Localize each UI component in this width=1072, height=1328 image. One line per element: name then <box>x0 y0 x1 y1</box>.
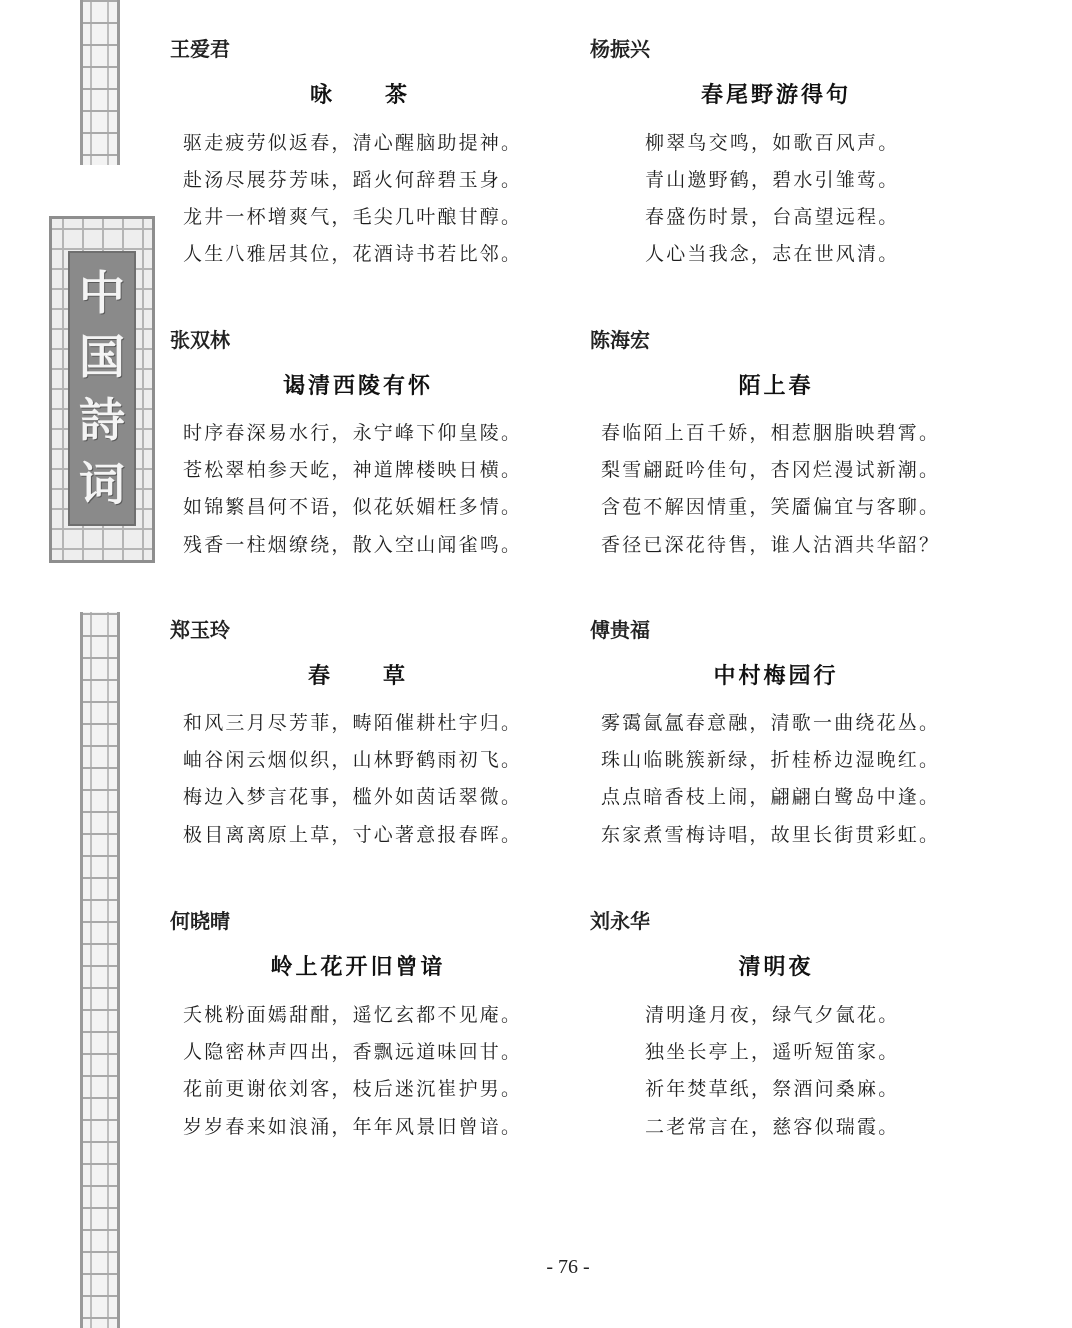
poem-line: 岁岁春来如浪涌，年年风景旧曾谙。 <box>183 1116 523 1138</box>
poem-author: 傅贵福 <box>590 618 650 642</box>
section-title-panel <box>49 216 155 563</box>
poem-line: 极目离离原上草，寸心著意报春晖。 <box>183 824 523 846</box>
poem-line: 珠山临眺簇新绿，折桂桥边湿晚红。 <box>601 749 941 771</box>
poem-title: 岭上花开旧曾谙 <box>270 955 446 980</box>
poem-line: 和风三月尽芳菲，畴陌催耕杜宇归。 <box>183 712 523 734</box>
poem-line: 如锦繁昌何不语，似花妖媚枉多情。 <box>183 496 523 518</box>
decorative-border-bottom <box>80 612 120 1328</box>
poem-line: 岫谷闲云烟似织，山林野鹤雨初飞。 <box>183 749 523 771</box>
poem-title: 清明夜 <box>738 955 814 980</box>
poem-line: 含苞不解因情重，笑靥偏宜与客聊。 <box>601 496 941 518</box>
poem-title: 咏 茶 <box>309 83 410 108</box>
poem-line: 龙井一杯增爽气，毛尖几叶酿甘醇。 <box>183 206 523 228</box>
poem-title: 春尾野游得句 <box>700 83 851 108</box>
poem-line: 人隐密林声四出，香飘远道味回甘。 <box>183 1041 523 1063</box>
poem-line: 柳翠鸟交鸣，如歌百风声。 <box>645 132 900 154</box>
poem-author: 张双林 <box>170 328 230 352</box>
page-number: - 76 - <box>546 1256 590 1278</box>
poem-author: 何晓晴 <box>170 909 230 933</box>
poem-line: 二老常言在，慈容似瑞霞。 <box>645 1116 900 1138</box>
poem-line: 东家煮雪梅诗唱，故里长街贯彩虹。 <box>601 824 941 846</box>
poem-line: 祈年焚草纸，祭酒问桑麻。 <box>645 1078 900 1100</box>
section-title <box>68 251 136 526</box>
poem-line: 赴汤尽展芬芳味，蹈火何辞碧玉身。 <box>183 169 523 191</box>
poem-author: 郑玉玲 <box>170 618 230 642</box>
poem-author: 杨振兴 <box>590 37 650 61</box>
poem-line: 人心当我念，志在世风清。 <box>645 243 900 265</box>
poem-line: 残香一柱烟缭绕，散入空山闻雀鸣。 <box>183 534 523 556</box>
decorative-border-top <box>80 0 120 165</box>
poem-line: 独坐长亭上，遥听短笛家。 <box>645 1041 900 1063</box>
section-title-char: 词 <box>79 457 125 512</box>
poem-line: 时序春深易水行，永宁峰下仰皇陵。 <box>183 422 523 444</box>
poem-line: 梨雪翩跹吟佳句，杏冈烂漫试新潮。 <box>601 459 941 481</box>
poem-line: 点点暗香枝上闹，翩翩白鹭岛中逢。 <box>601 786 941 808</box>
poem-line: 清明逢月夜，绿气夕氤花。 <box>645 1004 900 1026</box>
poem-line: 苍松翠柏参天屹，神道牌楼映日横。 <box>183 459 523 481</box>
poem-title: 陌上春 <box>738 374 814 399</box>
section-title-char: 詩 <box>79 393 125 448</box>
section-title-char: 中 <box>79 265 125 320</box>
poem-title: 中村梅园行 <box>713 664 839 689</box>
poem-line: 驱走疲劳似返春，清心醒脑助提神。 <box>183 132 523 154</box>
poem-line: 夭桃粉面嫣甜酣，遥忆玄都不见庵。 <box>183 1004 523 1026</box>
poem-author: 陈海宏 <box>590 328 650 352</box>
poem-line: 香径已深花待售，谁人沽酒共华韶？ <box>601 534 941 556</box>
poem-title: 谒清西陵有怀 <box>282 374 433 399</box>
poem-line: 花前更谢依刘客，枝后迷沉崔护男。 <box>183 1078 523 1100</box>
poem-title: 春 草 <box>307 664 408 689</box>
poem-line: 青山邀野鹤，碧水引雏莺。 <box>645 169 900 191</box>
poem-line: 春临陌上百千娇，相惹胭脂映碧霄。 <box>601 422 941 444</box>
poem-line: 雾霭氤氲春意融，清歌一曲绕花丛。 <box>601 712 941 734</box>
poem-line: 人生八雅居其位，花酒诗书若比邻。 <box>183 243 523 265</box>
section-title-char: 国 <box>79 329 125 384</box>
poem-line: 春盛伤时景，台高望远程。 <box>645 206 900 228</box>
poem-author: 王爱君 <box>170 37 230 61</box>
poem-author: 刘永华 <box>590 909 650 933</box>
poem-line: 梅边入梦言花事，槛外如茵话翠微。 <box>183 786 523 808</box>
